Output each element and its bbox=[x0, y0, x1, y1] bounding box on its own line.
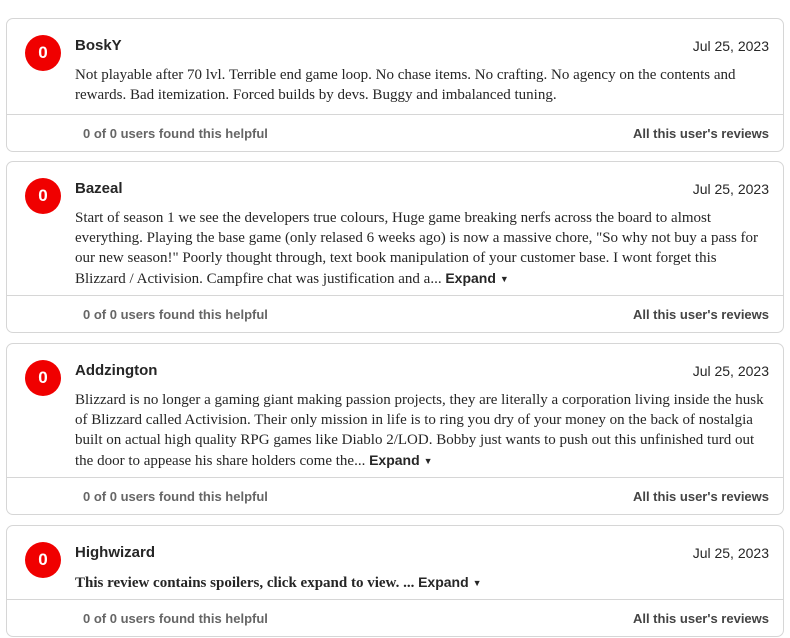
review-footer bbox=[7, 295, 783, 332]
review-card bbox=[6, 525, 784, 637]
helpful-count: 0 of 0 users found this helpful bbox=[83, 489, 268, 504]
score-badge: 0 bbox=[25, 35, 61, 71]
review-footer bbox=[7, 477, 783, 514]
score-badge: 0 bbox=[25, 178, 61, 214]
all-user-reviews-link[interactable]: All this user's reviews bbox=[632, 307, 769, 322]
helpful-count: 0 of 0 users found this helpful bbox=[83, 611, 268, 626]
helpful-count: 0 of 0 users found this helpful bbox=[83, 126, 268, 141]
score-badge: 0 bbox=[25, 360, 61, 396]
review-date: Jul 25, 2023 bbox=[692, 38, 769, 54]
review-body bbox=[75, 65, 769, 105]
review-body bbox=[75, 208, 769, 289]
review-footer bbox=[7, 114, 783, 151]
expand-label: Expand bbox=[445, 270, 496, 286]
review-author[interactable]: Highwizard bbox=[75, 544, 156, 561]
helpful-count: 0 of 0 users found this helpful bbox=[83, 307, 268, 322]
review-card bbox=[6, 161, 784, 333]
caret-down-icon: ▼ bbox=[472, 578, 482, 588]
all-user-reviews-link[interactable]: All this user's reviews bbox=[632, 126, 769, 141]
review-card bbox=[6, 343, 784, 515]
expand-link[interactable] bbox=[369, 452, 433, 468]
review-footer bbox=[7, 599, 783, 636]
spoiler-notice: This review contains spoilers, click expand to view. ... bbox=[75, 575, 415, 591]
caret-down-icon: ▼ bbox=[499, 274, 509, 284]
review-body bbox=[75, 572, 769, 593]
expand-label: Expand bbox=[369, 452, 420, 468]
review-author[interactable]: BoskY bbox=[75, 37, 122, 54]
all-user-reviews-link[interactable]: All this user's reviews bbox=[632, 489, 769, 504]
review-date: Jul 25, 2023 bbox=[692, 181, 769, 197]
review-date: Jul 25, 2023 bbox=[692, 363, 769, 379]
review-date: Jul 25, 2023 bbox=[692, 545, 769, 561]
expand-link[interactable] bbox=[445, 270, 509, 286]
review-author[interactable]: Bazeal bbox=[75, 180, 123, 197]
caret-down-icon: ▼ bbox=[423, 456, 433, 466]
score-badge: 0 bbox=[25, 542, 61, 578]
review-card bbox=[6, 18, 784, 152]
review-text: Start of season 1 we see the developers true colours, Huge game breaking nerfs across the board to almost everything. Playing the base game (only relased 6 weeks ago) is now a massive chore, "So why not buy a pass for our new season!" Poorly thought through, text book manipulation of your customer base. I wont forget this Blizzard / Activision. Campfire chat was justification and a... bbox=[75, 210, 759, 287]
review-text: Not playable after 70 lvl. Terrible end game loop. No chase items. No crafting. No agency on the contents and rewards. Bad itemization. Forced builds by devs. Buggy and imbalanced tuning. bbox=[75, 67, 736, 103]
review-text: Blizzard is no longer a gaming giant making passion projects, they are literally a corporation living inside the husk of Blizzard called Activision. Their only mission in life is to ring you dry of your money on the back of nostalgia built on actual high quality RPG games like Diablo 2/LOD. Bobby just wants to push out this unfinished turd out the door to appease his share holders come the... bbox=[75, 392, 764, 469]
expand-link[interactable] bbox=[418, 574, 482, 590]
review-body bbox=[75, 390, 769, 471]
review-author[interactable]: Addzington bbox=[75, 362, 158, 379]
expand-label: Expand bbox=[418, 574, 469, 590]
all-user-reviews-link[interactable]: All this user's reviews bbox=[632, 611, 769, 626]
